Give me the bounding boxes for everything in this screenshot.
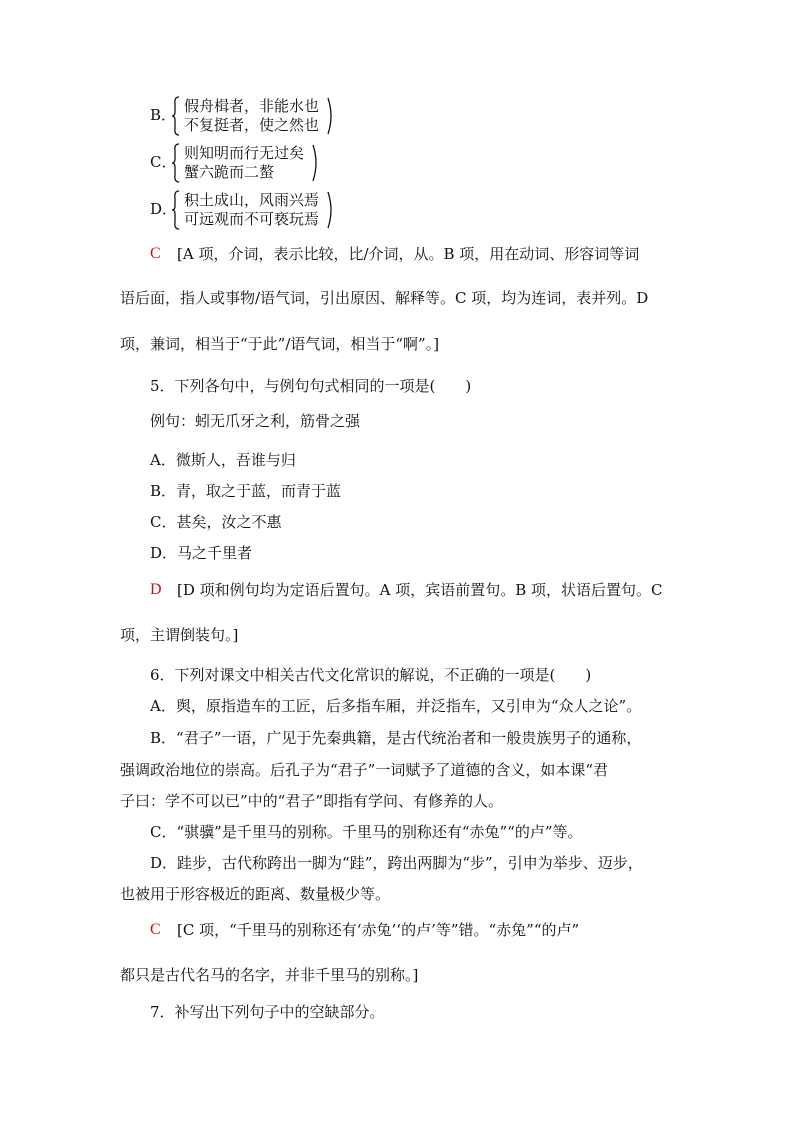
q6-answer-letter: C [150,921,161,938]
q6-option-c: C．“骐骥”是千里马的别称。千里马的别称还有“赤兔”“的卢”等。 [150,823,583,841]
option-b-line1: 假舟楫者，非能水也 [184,97,320,115]
q5-stem: 5．下列各句中，与例句句式相同的一项是( ) [150,377,472,395]
q5-option-a: A．微斯人，吾谁与归 [150,451,296,469]
right-paren-icon [327,190,335,230]
option-d-line1: 积土成山，风雨兴焉 [184,191,320,209]
left-brace-icon [172,190,180,230]
q6-option-b-line2: 强调政治地位的崇高。后孔子为“君子”一词赋予了道德的含义，如本课“君 [120,761,609,779]
q5-answer-line1: [D 项和例句均为定语后置句。A 项，宾语前置句。B 项，状语后置句。C [177,581,663,599]
option-c-line2: 蟹六跪而二螯 [184,163,275,181]
q6-answer-line2: 都只是古代名马的名字，并非千里马的别称。] [120,966,419,984]
option-b-label: B． [150,106,177,124]
left-brace-icon [172,143,180,183]
q6-answer-line1: [C 项，“千里马的别称还有‘赤兔’‘的卢’等”错。“赤兔”“的卢” [177,921,580,939]
option-c-line1: 则知明而行无过矣 [184,144,305,162]
q6-option-b-line1: B．“君子”一语，广见于先秦典籍，是古代统治者和一般贵族男子的通称， [150,729,642,747]
q6-option-b-line3: 子曰：学不可以已”中的“君子”即指有学问、有修养的人。 [120,792,504,810]
option-d-group [172,190,347,230]
option-b-line2: 不复挺者，使之然也 [184,116,320,134]
q5-option-d: D．马之千里者 [150,544,253,562]
option-b-group [172,96,347,136]
q6-option-d-line1: D．跬步，古代称跨出一脚为“跬”，跨出两脚为“步”，引申为举步、迈步， [150,854,643,872]
q5-option-b: B．青，取之于蓝，而青于蓝 [150,482,342,500]
right-paren-icon [312,143,320,183]
right-paren-icon [327,96,335,136]
option-d-line2: 可远观而不可亵玩焉 [184,210,320,228]
q5-answer-line2: 项，主谓倒装句。] [120,626,239,644]
q5-example: 例句：蚓无爪牙之利，筋骨之强 [150,412,361,430]
q5-option-c: C．甚矣，汝之不惠 [150,513,282,531]
option-d-label: D． [150,200,178,218]
option-c-group [172,143,347,183]
q4-answer-line1: [A 项，介词，表示比较，比/介词，从。B 项，用在动词、形容词等词 [177,245,640,263]
q6-option-a: A．舆，原指造车的工匠，后多指车厢，并泛指车，又引申为“众人之论”。 [150,697,642,715]
left-brace-icon [172,96,180,136]
q5-answer-letter: D [150,581,162,598]
q4-answer-line3: 项，兼词，相当于“于此”/语气词，相当于“啊”。] [120,335,440,353]
q6-stem: 6．下列对课文中相关古代文化常识的解说，不正确的一项是( ) [150,666,592,684]
q4-answer-letter: C [150,245,161,262]
option-c-label: C． [150,153,177,171]
q4-answer-line2: 语后面，指人或事物/语气词，引出原因、解释等。C 项，均为连词，表并列。D [120,289,649,307]
q6-option-d-line2: 也被用于形容极近的距离、数量极少等。 [120,885,391,903]
q7-stem: 7．补写出下列句子中的空缺部分。 [150,1003,385,1021]
